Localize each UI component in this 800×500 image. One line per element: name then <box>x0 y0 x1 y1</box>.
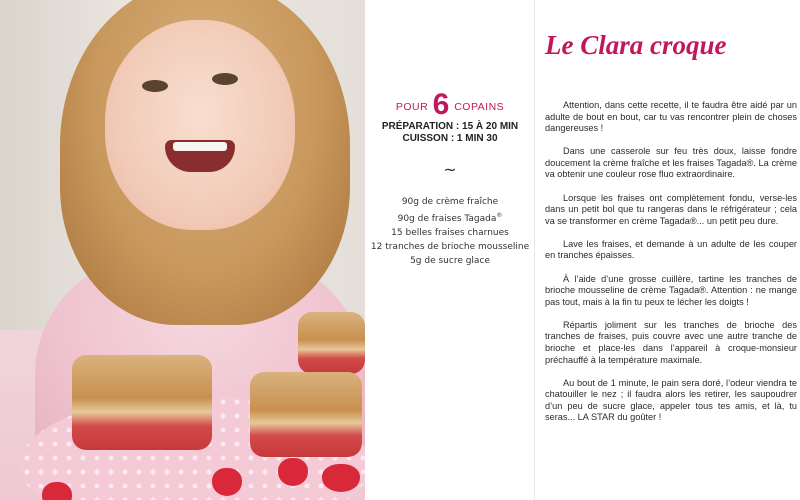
photo-toast-sandwich <box>250 372 362 457</box>
ingredient-item: 15 belles fraises charnues <box>391 228 509 238</box>
tilde-separator: ~ <box>443 160 457 179</box>
ingredient-list <box>365 195 535 268</box>
photo-face <box>105 20 295 230</box>
servings-count: 6 <box>432 88 450 121</box>
photo-toast-sandwich <box>72 355 212 450</box>
ingredient-item <box>365 209 535 226</box>
recipe-step: Attention, dans cette recette, il te faudra être aidé par un adulte de bout en bout, car tu vas rencontrer plein de choses dangereuses ! <box>545 100 797 134</box>
trademark-symbol: ® <box>496 212 503 219</box>
recipe-step: Dans une casserole sur feu très doux, laisse fondre doucement la crème fraîche et les fraises Tagada®. La crème va obtenir une couleur rose fluo extraordinaire. <box>545 146 797 180</box>
recipe-step: Lave les fraises, et demande à un adulte de les couper en tranches épaisses. <box>545 238 797 261</box>
photo-strawberry-candy <box>322 464 360 492</box>
times-block <box>365 121 535 145</box>
recipe-step: Répartis joliment sur les tranches de brioche des tranches de fraises, puis couvre avec une autre tranche de brioche et place-les dans l’appareil à croque-monsieur préchauffé à la température maximale. <box>545 319 797 365</box>
recipe-step: À l’aide d’une grosse cuillère, tartine les tranches de brioche mousseline de crème Tagada®. Attention : ne mange pas tout, mais à la fin tu peux te lécher les doigts ! <box>545 273 797 307</box>
recipe-step: Lorsque les fraises ont complètement fondu, verse-les dans un petit bol que tu rangeras dans le réfrigérateur ; cela va se transformer en crème Tagada®... un petit peu dure. <box>545 192 797 226</box>
photo-girl-eating-toasts <box>0 0 365 500</box>
ingredient-item: 90g de crème fraîche <box>401 197 499 207</box>
photo-left-eye <box>142 80 168 92</box>
servings-line <box>365 88 535 122</box>
photo-strawberry-candy <box>278 458 308 486</box>
servings-prefix: POUR <box>395 101 429 113</box>
photo-strawberry-candy <box>42 482 72 500</box>
cooking-time: CUISSON : 1 MIN 30 <box>402 133 498 144</box>
recipe-text-column <box>535 0 800 500</box>
recipe-step: Au bout de 1 minute, le pain sera doré, l’odeur viendra te chatouiller le nez ; il faudra alors les retirer, les saupoudrer d’un peu de sucre glace, appeler tous tes amis, et là, tu seras... LA STAR du goûter ! <box>545 377 797 423</box>
ingredient-item-text: 90g de fraises Tagada <box>397 214 497 224</box>
recipe-title: Le Clara croque <box>545 30 727 60</box>
preparation-time: PRÉPARATION : 15 À 20 MIN <box>381 121 519 132</box>
recipe-steps <box>545 100 797 436</box>
photo-right-eye <box>212 73 238 85</box>
photo-toast-sandwich <box>298 312 365 374</box>
ingredient-item: 5g de sucre glace <box>410 256 490 266</box>
photo-teeth <box>173 142 227 151</box>
recipe-info-column <box>365 0 535 500</box>
servings-suffix: COPAINS <box>454 101 505 113</box>
photo-strawberry-candy <box>212 468 242 496</box>
ingredient-item: 12 tranches de brioche mousseline <box>370 242 530 252</box>
